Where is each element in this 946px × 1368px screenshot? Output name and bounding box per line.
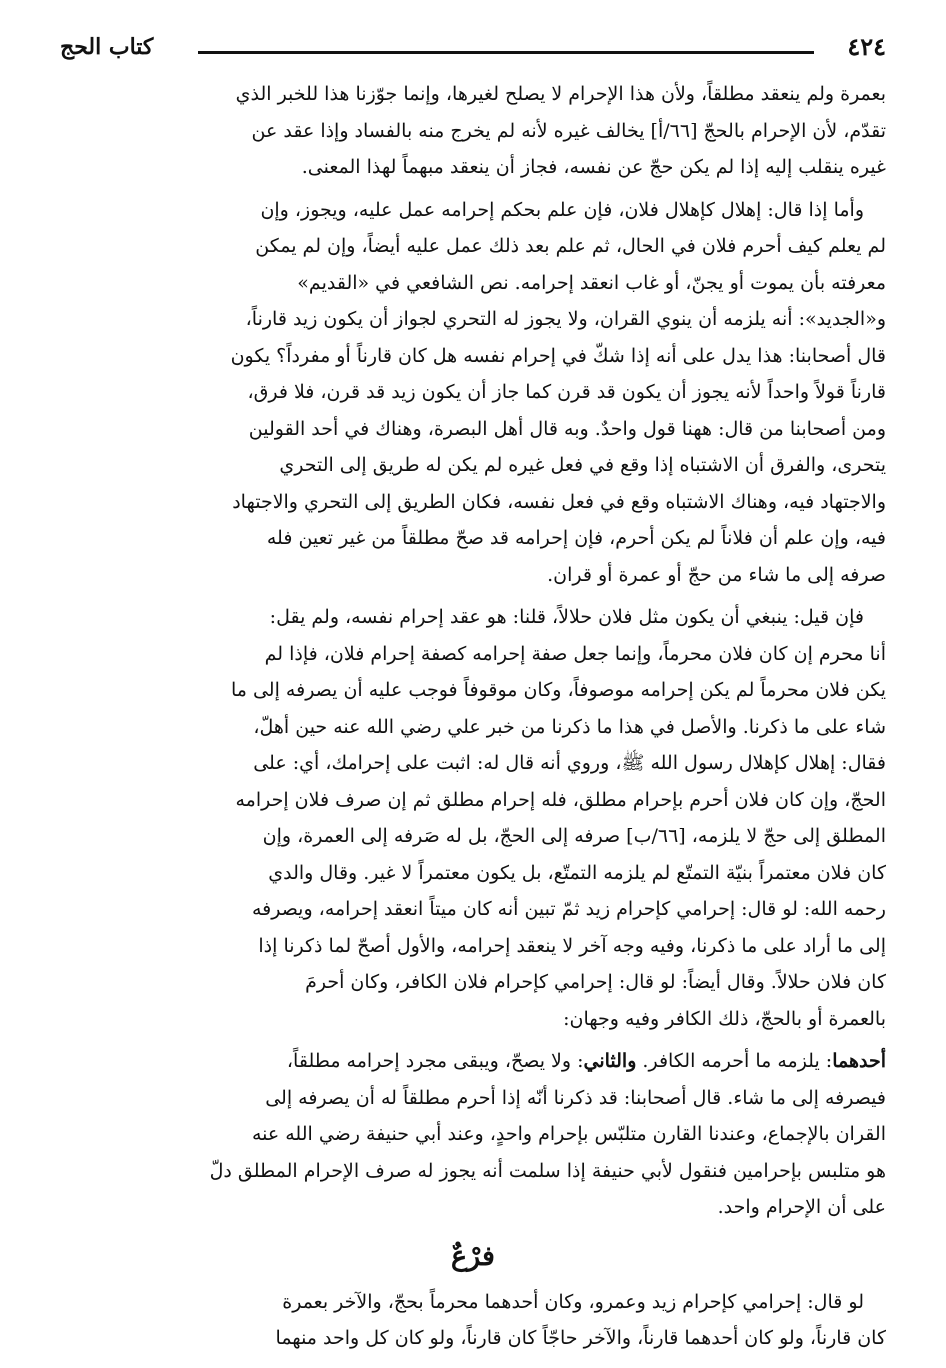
- text-line: فيصرفه إلى ما شاء. قال أصحابنا: قد ذكرنا أنّه إذا أحرم مطلقاً له أن يصرفه إلى: [265, 1086, 886, 1109]
- text-line: شاء على ما ذكرنا. والأصل في هذا ما ذكرنا من خبر علي رضي الله عنه حين أهلّ،: [253, 715, 886, 738]
- text-line: رحمه الله: لو قال: إحرامي كإحرام زيد ثمّ تبين أنه كان ميتاً انعقد إحرامه، ويصرفه: [251, 898, 886, 920]
- paragraph: [60, 599, 886, 1037]
- inline-text: : يلزمه ما أحرمه الكافر.: [636, 1050, 833, 1072]
- text-line: صرفه إلى ما شاء من حجّ أو عمرة أو قران.: [547, 563, 886, 586]
- page-number: ٤٢٤: [847, 32, 886, 61]
- paragraph: [60, 1043, 886, 1226]
- paragraph: [60, 76, 886, 186]
- text-line: غيره ينقلب إليه إذا لم يكن حجّ عن نفسه، فجاز أن ينعقد مبهماً لهذا المعنى.: [301, 156, 886, 178]
- section-heading: فرْعٌ: [451, 1240, 495, 1272]
- text-line: كان قارناً، ولو كان أحدهما قارناً، والآخر حاجّاً كان قارناً، ولو كان كل واحد منهما: [275, 1327, 886, 1349]
- text-line: تقدّم، لأن الإحرام بالحجّ [٦٦/أ] يخالف غيره لأنه لم يخرج منه بالفساد وإذا عقد عن: [251, 119, 886, 142]
- text-line: بالعمرة أو بالحجّ، ذلك الكافر وفيه وجهان:: [563, 1007, 886, 1030]
- paragraph: [60, 1284, 886, 1357]
- text-line: و«الجديد»: أنه يلزمه أن ينوي القران، ولا يجوز له التحري لجواز أن يكون زيد قارناً،: [245, 308, 886, 330]
- text-line: يتحرى، والفرق أن الاشتباه إذا وقع في فعل غيره لم يكن له طريق إلى التحري: [279, 454, 886, 476]
- inline-text: : ولا يصحّ، ويبقى مجرد إحرامه مطلقاً،: [286, 1050, 584, 1072]
- text-line: على أن الإحرام واحد.: [717, 1196, 886, 1218]
- text-line: الحجّ، وإن كان فلان أحرم بإحرام مطلق، فله إحرام مطلق ثم إن صرف فلان إحرامه: [235, 788, 886, 811]
- text-line: ومن أصحابنا من قال: ههنا قول واحدٌ. وبه قال أهل البصرة، وهناك في أحد القولين: [248, 417, 886, 440]
- text-line: إلى ما أراد على ما ذكرنا، وفيه وجه آخر لا ينعقد إحرامه، والأول أصحّ لما ذكرنا إذا: [258, 934, 886, 957]
- text-line: فيه، وإن علم أن فلاناً لم يكن أحرم، فإن إحرامه قد صحّ مطلقاً من غير تعين فله: [266, 527, 886, 549]
- text-line: القران بالإجماع، وعندنا القارن متلبّس بإحرام واحدٍ، وعند أبي حنيفة رضي الله عنه: [251, 1123, 886, 1145]
- page-body: [60, 76, 886, 1363]
- text-line: وأما إذا قال: إهلال كإهلال فلان، فإن علم بحكم إحرامه عمل عليه، ويجوز، وإن: [260, 198, 864, 221]
- text-line: قال أصحابنا: هذا يدل على أنه إذا شكّ في إحرام نفسه هل كان قارناً أو مفرداً؟ يكون: [230, 344, 886, 367]
- text-line: معرفته بأن يموت أو يجنّ، أو غاب انعقد إحرامه. نص الشافعي في «القديم»: [297, 271, 886, 294]
- text-line: أنا محرم إن كان فلان محرماً، وإنما جعل صفة إحرامه كصفة إحرام فلان، فإذا لم: [264, 642, 886, 665]
- paragraph: [60, 192, 886, 594]
- text-line: قارناً قولاً واحداً لأنه يجوز أن يكون قد قرن كما جاز أن يكون زيد قد قرن، فلا فرق،: [247, 381, 886, 403]
- text-line: لو قال: إحرامي كإحرام زيد وعمرو، وكان أحدهما محرماً بحجّ، والآخر بعمرة: [282, 1290, 864, 1313]
- text-line: لم يعلم كيف أحرم فلان في الحال، ثم علم بعد ذلك عمل عليه أيضاً، وإن لم يمكن: [255, 235, 886, 257]
- text-line: هو متلبس بإحرامين فنقول لأبي حنيفة إذا سلمت أنه يجوز له صرف الإحرام المطلق دلّ: [209, 1159, 886, 1182]
- text-line: يكن فلان محرماً لم يكن إحرامه موصوفاً، وكان موقوفاً فوجب عليه أن يصرفه إلى ما: [230, 679, 886, 701]
- page-header: [60, 30, 886, 66]
- text-line: فقال: إهلال كإهلال رسول الله ﷺ، وروي أنه قال له: اثبت على إحرامك، أي: على: [253, 752, 886, 774]
- bold-term: أحدهما: [832, 1050, 886, 1072]
- header-rule: [198, 51, 814, 54]
- text-line: كان فلان معتمراً بنيّة التمتّع لم يلزمه التمتّع، بل يكون معتمراً لا غير. وقال والدي: [268, 861, 886, 884]
- book-title: كتاب الحج: [60, 34, 154, 60]
- text-line: المطلق إلى حجّ لا يلزمه، [٦٦/ب] صرفه إلى الحجّ، بل له صَرفه إلى العمرة، وإن: [262, 825, 886, 847]
- bold-term: والثاني: [583, 1050, 637, 1072]
- text-line: [60, 1043, 886, 1080]
- text-line: بعمرة ولم ينعقد مطلقاً، ولأن هذا الإحرام لا يصلح لغيرها، وإنما جوّزنا هذا للخبر الذي: [235, 83, 886, 105]
- text-line: فإن قيل: ينبغي أن يكون مثل فلان حلالاً، قلنا: هو عقد إحرام نفسه، ولم يقل:: [269, 606, 864, 628]
- text-line: والاجتهاد فيه، وهناك الاشتباه وقع في فعل نفسه، فكان الطريق إلى التحري والاجتهاد: [232, 490, 886, 513]
- text-line: كان فلان حلالاً. وقال أيضاً: لو قال: إحرامي كإحرام فلان الكافر، وكان أحرمَ: [305, 971, 886, 993]
